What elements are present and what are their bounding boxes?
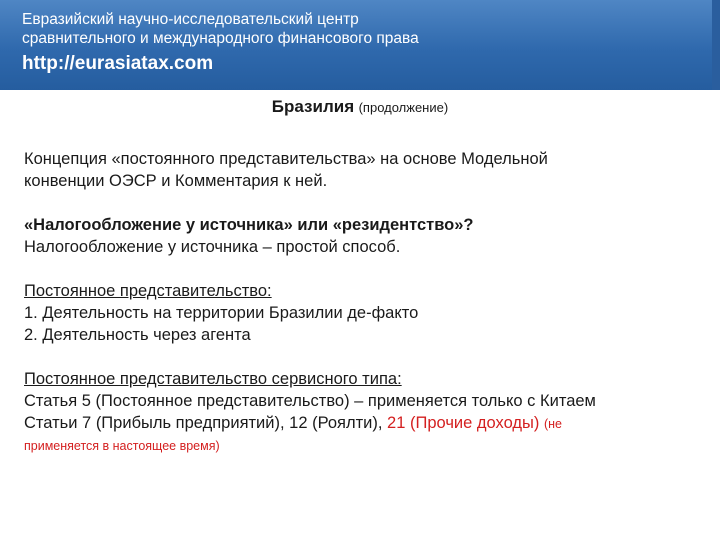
pe-item-1: 1. Деятельность на территории Бразилии де-факто: [24, 304, 419, 322]
article-21-highlight: 21 (Прочие доходы): [387, 414, 540, 432]
pe-section: [24, 280, 704, 346]
concept-line2: конвенции ОЭСР и Комментария к ней.: [24, 172, 328, 190]
taxation-question: «Налогообложение у источника» или «резидентство»?: [24, 216, 474, 234]
slide-title: [0, 97, 720, 117]
slide-content: [24, 148, 704, 479]
header-banner: [0, 0, 720, 90]
slide-title-main: Бразилия: [271, 97, 355, 116]
header-accent-strip: [712, 0, 720, 90]
pe-item-2: 2. Деятельность через агента: [24, 326, 251, 344]
articles-prefix: Статьи 7 (Прибыль предприятий), 12 (Роялти),: [24, 414, 388, 432]
note-rest: применяется в настоящее время): [24, 439, 220, 453]
concept-line1: Концепция «постоянного представительства» на основе Модельной: [24, 150, 548, 168]
service-pe-article5: Статья 5 (Постоянное представительство) – применяется только с Китаем: [24, 392, 596, 410]
taxation-paragraph: [24, 214, 704, 258]
concept-paragraph: [24, 148, 704, 192]
service-pe-heading: Постоянное представительство сервисного типа:: [24, 370, 402, 388]
note-open: (не: [543, 417, 563, 431]
slide-title-sub: (продолжение): [358, 100, 449, 115]
pe-heading: Постоянное представительство:: [24, 282, 272, 300]
taxation-answer: Налогообложение у источника – простой способ.: [24, 238, 401, 256]
org-name-line2: сравнительного и международного финансового права: [22, 30, 419, 47]
service-pe-section: [24, 368, 704, 457]
website-url[interactable]: http://eurasiatax.com: [22, 53, 214, 74]
org-name-line1: Евразийский научно-исследовательский центр: [22, 11, 359, 28]
service-pe-articles-line: [24, 412, 704, 435]
